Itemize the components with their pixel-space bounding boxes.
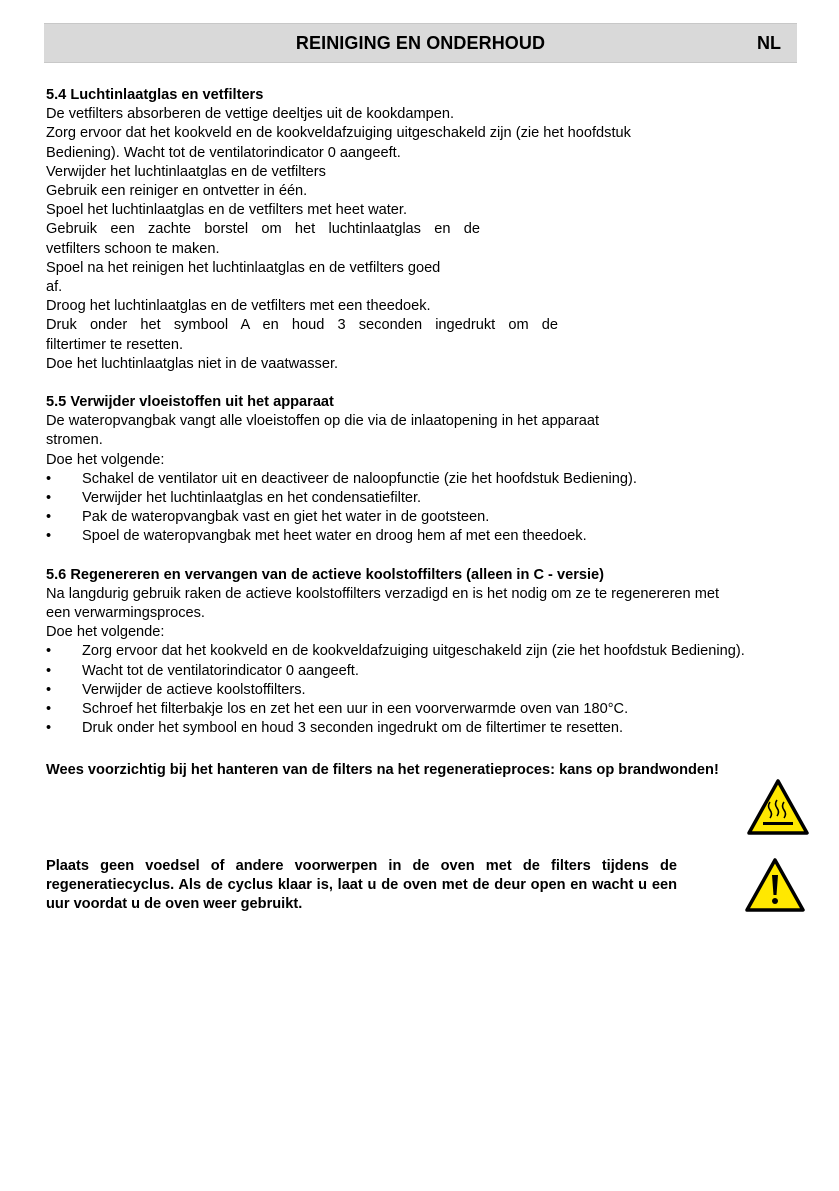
- list-item: [46, 700, 816, 719]
- paragraph-line: Droog het luchtinlaatglas en de vetfilters met een theedoek.: [46, 298, 431, 315]
- paragraph-line: Doe het volgende:: [46, 451, 165, 468]
- bullet-marker: •: [46, 701, 52, 718]
- list-item: [46, 508, 816, 527]
- list-item-text: Schroef het filterbakje los en zet het een uur in een voorverwarmde oven van 180°C.: [82, 701, 629, 718]
- bullet-marker: •: [46, 528, 52, 545]
- main-content: [46, 86, 816, 739]
- bullet-marker: •: [46, 490, 52, 507]
- language-code: NL: [757, 33, 781, 53]
- list-item-text: Verwijder het luchtinlaatglas en het condensatiefilter.: [82, 490, 422, 507]
- paragraph-line: Na langdurig gebruik raken de actieve koolstoffilters verzadigd en is het nodig om ze te regenereren met: [46, 585, 720, 602]
- list-item: [46, 527, 816, 546]
- paragraph-line: Verwijder het luchtinlaatglas en de vetfilters: [46, 163, 326, 180]
- bullet-marker: •: [46, 509, 52, 526]
- burn-warning-text: Wees voorzichtig bij het hanteren van de filters na het regeneratieproces: kans op brandwonden!: [46, 762, 719, 778]
- list-item-text: Spoel de wateropvangbak met heet water en droog hem af met een theedoek.: [82, 528, 587, 545]
- paragraph-line: Spoel het luchtinlaatglas en de vetfilters met heet water.: [46, 202, 408, 219]
- paragraph-line: af.: [46, 279, 63, 296]
- list-item-text: Wacht tot de ventilatorindicator 0 aangeeft.: [82, 662, 359, 679]
- paragraph-line: stromen.: [46, 432, 103, 449]
- exclamation-warning-icon: [744, 857, 806, 913]
- oven-warning-text: Plaats geen voedsel of andere voorwerpen in de oven met de filters tijdens de regeneratiecyclus. Als de cyclus klaar is, laat u de oven met de deur open en wacht u een uur voordat u de oven weer gebruikt.: [46, 858, 677, 913]
- paragraph-line: Doe het volgende:: [46, 624, 165, 641]
- paragraph-line: Spoel na het reinigen het luchtinlaatglas en de vetfilters goed: [46, 259, 441, 276]
- paragraph-line: Gebruik een reiniger en ontvetter in één.: [46, 183, 308, 200]
- bullet-marker: •: [46, 662, 52, 679]
- list-item-text: Zorg ervoor dat het kookveld en de kookveldafzuiging uitgeschakeld zijn (zie het hoofdstuk Bediening).: [82, 643, 745, 660]
- list-item-text: Druk onder het symbool en houd 3 seconden ingedrukt om de filtertimer te resetten.: [82, 720, 624, 737]
- list-item: [46, 489, 816, 508]
- list-item: [46, 662, 816, 681]
- bullet-marker: •: [46, 470, 52, 487]
- paragraph-line: een verwarmingsproces.: [46, 605, 205, 622]
- list-item: [46, 470, 816, 489]
- paragraph-line: Zorg ervoor dat het kookveld en de kookveldafzuiging uitgeschakeld zijn (zie het hoofdstuk: [46, 125, 631, 142]
- paragraph-line: Bediening). Wacht tot de ventilatorindicator 0 aangeeft.: [46, 144, 401, 161]
- paragraph-line: De wateropvangbak vangt alle vloeistoffen op die via de inlaatopening in het apparaat: [46, 413, 600, 430]
- list-item-text: Pak de wateropvangbak vast en giet het water in de gootsteen.: [82, 509, 490, 526]
- bullet-marker: •: [46, 720, 52, 737]
- paragraph-line: Gebruik een zachte borstel om het luchtinlaatglas en de: [46, 221, 480, 238]
- bullet-marker: •: [46, 643, 52, 660]
- list-item: [46, 642, 816, 661]
- page-header: [44, 23, 797, 63]
- paragraph-line: Druk onder het symbool A en houd 3 seconden ingedrukt om de: [46, 317, 558, 334]
- bullet-marker: •: [46, 681, 52, 698]
- list-item-text: Schakel de ventilator uit en deactiveer de naloopfunctie (zie het hoofdstuk Bediening).: [82, 470, 637, 487]
- paragraph-line: De vetfilters absorberen de vettige deeltjes uit de kookdampen.: [46, 106, 455, 123]
- list-item: [46, 719, 816, 738]
- list-item-text: Verwijder de actieve koolstoffilters.: [82, 681, 306, 698]
- hot-surface-warning-icon: [746, 778, 810, 836]
- list-item: [46, 681, 816, 700]
- section-5-6-title: 5.6 Regenereren en vervangen van de actieve koolstoffilters (alleen in C - versie): [46, 566, 605, 583]
- section-5-5-title: 5.5 Verwijder vloeistoffen uit het apparaat: [46, 394, 334, 411]
- paragraph-line: filtertimer te resetten.: [46, 336, 184, 353]
- paragraph-line: Doe het luchtinlaatglas niet in de vaatwasser.: [46, 355, 339, 372]
- page-title: REINIGING EN ONDERHOUD: [295, 33, 546, 53]
- paragraph-line: vetfilters schoon te maken.: [46, 240, 220, 257]
- section-5-4-title: 5.4 Luchtinlaatglas en vetfilters: [46, 87, 264, 103]
